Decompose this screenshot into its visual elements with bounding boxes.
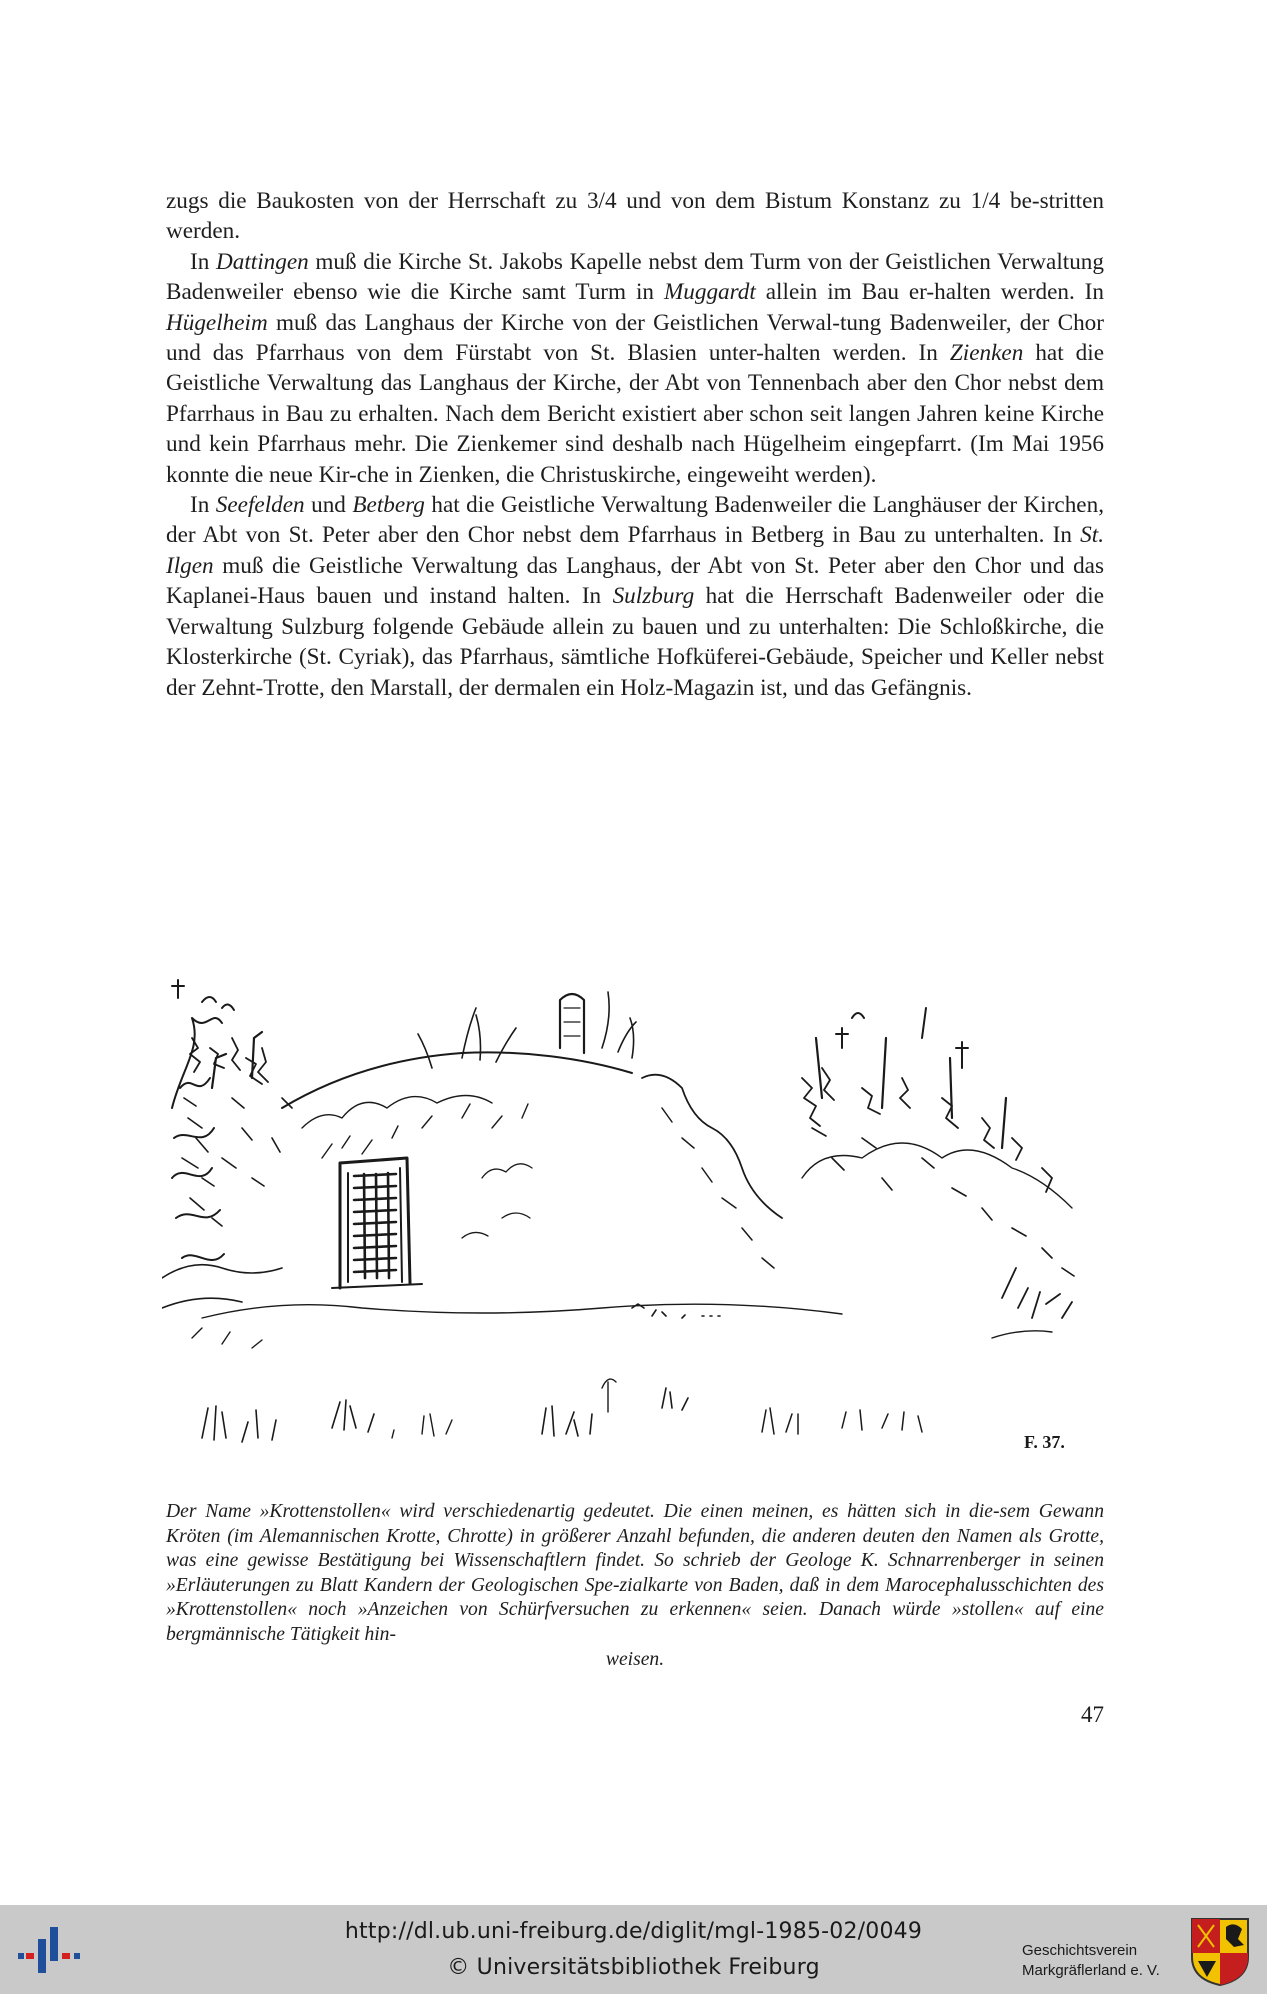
page-number: 47 — [1081, 1702, 1104, 1727]
place-huegelheim: Hügelheim — [166, 309, 268, 336]
caption-text: Der Name »Krottenstollen« wird verschiedenartig gedeutet. Die einen meinen, es hätten sich in die-sem Gewann Kröten (im Alemannischen Krotte, Chrotte) in größerer Anzahl befunden, die anderen deuten den Namen als Grotte, was eine gewisse Bestätigung bei Wissenschaftlern findet. So schrieb der Geologe K. Schnarrenberger in seinen »Erläuterungen zu Blatt Kandern der Geologischen Spe-zialkarte von Baden, daß in dem Marocephalusschichten des »Krottenstollen« noch »Anzeichen von Schürfversuchen zu erkennen« seien. Danach würde »stollen« auf eine bergmännische Tätigkeit hin- — [166, 1501, 1104, 1645]
society-line-1: Geschichtsverein — [1022, 1942, 1138, 1959]
place-zienken: Zienken — [949, 340, 1024, 367]
figure-caption — [166, 1500, 1104, 1672]
artist-signature: F. 37. — [1024, 1432, 1065, 1452]
place-betberg: Betberg — [352, 492, 425, 519]
place-st-ilgen: St. Ilgen — [166, 522, 1104, 579]
krottenstollen-illustration — [162, 978, 1084, 1466]
footer-bar — [0, 1905, 1267, 1994]
coat-of-arms-icon — [1190, 1917, 1250, 1987]
paragraph-1: zugs die Baukosten von der Herrschaft zu 3/4 und von dem Bistum Konstanz zu 1/4 be-stritten werden. — [166, 188, 1104, 245]
body-text — [166, 186, 1104, 703]
paragraph-3: In Seefelden und Betberg hat die Geistliche Verwaltung Badenweiler die Langhäuser der Kirchen, der Abt von St. Peter aber den Chor nebst dem Pfarrhaus in Betberg in Bau zu unterhalten. In St. Ilgen muß die Geistliche Verwaltung das Langhaus, der Abt von St. Peter aber den Chor und das Kaplanei-Haus bauen und instand halten. In Sulzburg hat die Herrschaft Badenweiler oder die Verwaltung Sulzburg folgende Gebäude allein zu bauen und zu unterhalten: Die Schloßkirche, die Klosterkirche (St. Cyriak), das Pfarrhaus, sämtliche Hofküferei-Gebäude, Speicher und Keller nebst der Zehnt-Trotte, den Marstall, der dermalen ein Holz-Magazin ist, und das Gefängnis. — [166, 492, 1104, 701]
place-muggardt: Muggardt — [663, 279, 756, 306]
copyright-notice: © Universitätsbibliothek Freiburg — [447, 1955, 820, 1980]
source-url-link[interactable]: http://dl.ub.uni-freiburg.de/diglit/mgl-1985-02/0049 — [344, 1919, 923, 1944]
place-seefelden: Seefelden — [215, 492, 305, 519]
place-dattingen: Dattingen — [215, 248, 309, 275]
ink-drawing — [162, 978, 1084, 1466]
society-name — [1022, 1941, 1182, 1981]
place-sulzburg: Sulzburg — [612, 583, 695, 610]
paragraph-2: In Dattingen muß die Kirche St. Jakobs Kapelle nebst dem Turm von der Geistlichen Verwaltung Badenweiler ebenso wie die Kirche samt Turm in Muggardt allein im Bau er-halten werden. In Hügelheim muß das Langhaus der Kirche von der Geistlichen Verwal-tung Badenweiler, der Chor und das Pfarrhaus von dem Fürstabt von St. Blasien unter-halten werden. In Zienken hat die Geistliche Verwaltung das Langhaus der Kirche, der Abt von Tennenbach aber den Chor nebst dem Pfarrhaus in Bau zu erhalten. Nach dem Bericht existiert aber schon seit langen Jahren keine Kirche und kein Pfarrhaus mehr. Die Zienkemer sind deshalb nach Hügelheim eingepfarrt. (Im Mai 1956 konnte die neue Kir-che in Zienken, die Christuskirche, eingeweiht werden). — [166, 248, 1104, 488]
society-line-2: Markgräflerland e. V. — [1022, 1962, 1160, 1979]
caption-last-line: weisen. — [605, 1648, 665, 1670]
